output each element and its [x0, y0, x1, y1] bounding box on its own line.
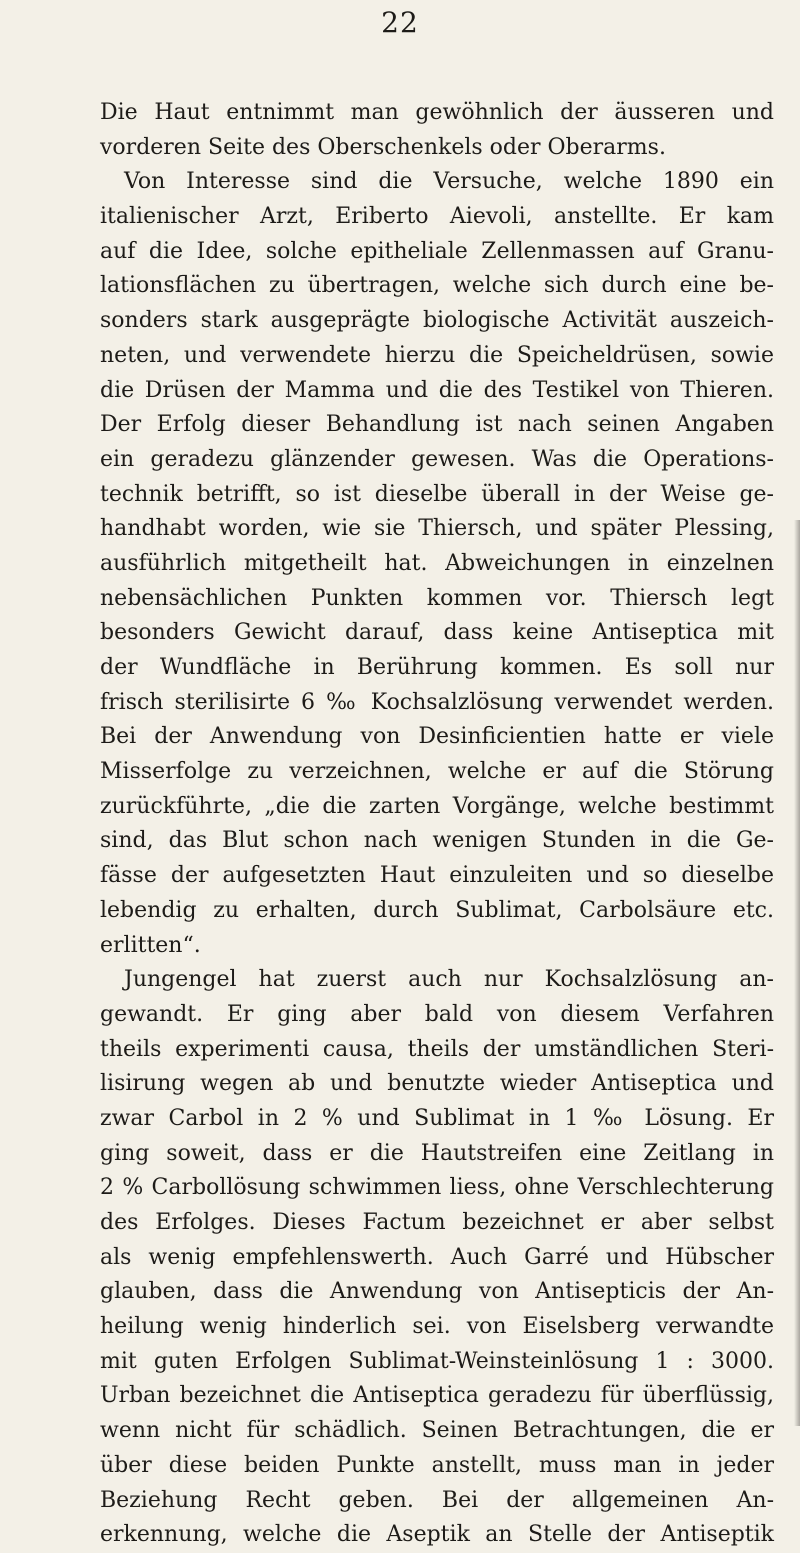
text-line: nebensächlichen Punkten kommen vor. Thiersch legt	[100, 585, 774, 611]
text-line: sind, das Blut schon nach wenigen Stunden in die Ge-	[100, 828, 774, 854]
text-line: heilung wenig hinderlich sei. von Eiselsberg verwandte	[100, 1314, 774, 1340]
text-line: vorderen Seite des Oberschenkels oder Oberarms.	[100, 134, 666, 160]
text-line: ausführlich mitgetheilt hat. Abweichungen in einzelnen	[100, 550, 774, 576]
text-line: die Drüsen der Mamma und die des Testikel von Thieren.	[100, 377, 774, 403]
text-line: Der Erfolg dieser Behandlung ist nach seinen Angaben	[100, 412, 774, 438]
body-text	[100, 96, 774, 1553]
text-line: technik betrifft, so ist dieselbe überall in der Weise ge-	[100, 481, 774, 507]
text-line: Misserfolge zu verzeichnen, welche er auf die Störung	[100, 759, 774, 785]
text-line: theils experimenti causa, theils der umständlichen Steri-	[100, 1036, 774, 1062]
text-line: lebendig zu erhalten, durch Sublimat, Carbolsäure etc.	[100, 897, 774, 923]
text-line: ging soweit, dass er die Hautstreifen eine Zeitlang in	[100, 1140, 774, 1166]
text-line: mit guten Erfolgen Sublimat-Weinsteinlösung 1 : 3000.	[100, 1348, 774, 1374]
text-line: Beziehung Recht geben. Bei der allgemeinen An-	[100, 1487, 774, 1513]
text-line: lisirung wegen ab und benutzte wieder Antiseptica und	[100, 1071, 774, 1097]
paragraph-3	[100, 963, 774, 1553]
text-line: erlitten“.	[100, 932, 201, 958]
text-line: italienischer Arzt, Eriberto Aievoli, anstellte. Er kam	[100, 204, 774, 230]
page-number: 22	[381, 6, 419, 39]
text-line: zwar Carbol in 2 % und Sublimat in 1 ‰ Lösung. Er	[100, 1105, 774, 1131]
text-line: Bei der Anwendung von Desinficientien hatte er viele	[100, 724, 774, 750]
text-line: Von Interesse sind die Versuche, welche 1890 ein	[124, 169, 774, 195]
text-line: gewandt. Er ging aber bald von diesem Verfahren	[100, 1001, 774, 1027]
text-line: zurückführte, „die die zarten Vorgänge, welche bestimmt	[100, 793, 774, 819]
text-line: lationsflächen zu übertragen, welche sich durch eine be-	[100, 273, 774, 299]
text-line: Jungengel hat zuerst auch nur Kochsalzlösung an-	[124, 967, 774, 993]
text-line: fässe der aufgesetzten Haut einzuleiten und so dieselbe	[100, 863, 774, 889]
text-line: auf die Idee, solche epitheliale Zellenmassen auf Granu-	[100, 238, 774, 264]
text-line: über diese beiden Punkte anstellt, muss man in jeder	[100, 1452, 774, 1478]
text-line: glauben, dass die Anwendung von Antisepticis der An-	[100, 1279, 774, 1305]
text-line: ein geradezu glänzender gewesen. Was die Operations-	[100, 446, 774, 472]
text-line: frisch sterilisirte 6 ‰ Kochsalzlösung verwendet werden.	[100, 689, 774, 715]
text-line: Die Haut entnimmt man gewöhnlich der äusseren und	[100, 100, 774, 125]
text-line: neten, und verwendete hierzu die Speicheldrüsen, sowie	[100, 342, 774, 368]
text-line: erkennung, welche die Aseptik an Stelle der Antiseptik	[100, 1522, 774, 1548]
text-line: Urban bezeichnet die Antiseptica geradezu für überflüssig,	[100, 1383, 774, 1409]
text-line: sonders stark ausgeprägte biologische Activität auszeich-	[100, 308, 774, 334]
text-line: handhabt worden, wie sie Thiersch, und später Plessing,	[100, 516, 774, 542]
text-line: der Wundfläche in Berührung kommen. Es soll nur	[100, 655, 774, 680]
page-edge-shadow	[794, 520, 800, 1426]
text-line: als wenig empfehlenswerth. Auch Garré und Hübscher	[100, 1244, 774, 1270]
paragraph-1	[100, 96, 774, 165]
text-line: besonders Gewicht darauf, dass keine Antiseptica mit	[100, 620, 774, 646]
paragraph-2	[100, 165, 774, 963]
text-line: 2 % Carbollösung schwimmen liess, ohne Verschlechterung	[100, 1175, 774, 1201]
text-line: wenn nicht für schädlich. Seinen Betrachtungen, die er	[100, 1418, 774, 1444]
text-line: des Erfolges. Dieses Factum bezeichnet er aber selbst	[100, 1210, 774, 1235]
